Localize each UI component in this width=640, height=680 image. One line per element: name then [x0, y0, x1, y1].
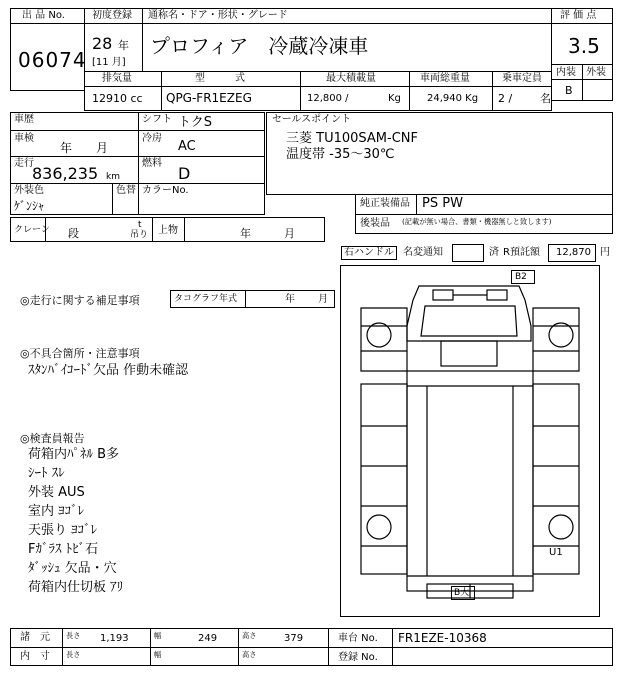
color-code-label: カラーNo.: [142, 185, 189, 196]
inspector-item: 外装 AUS: [28, 485, 85, 500]
max-load-label: 最大積載量: [326, 73, 376, 84]
upper-year: 年: [240, 227, 251, 240]
max-load-unit: Kg: [388, 93, 401, 104]
aftermarket-note: (記載が無い場合、書類・機器無しと致します): [402, 218, 552, 227]
shift-value: トクS: [178, 115, 212, 130]
tacho-month: 月: [318, 294, 328, 305]
recycle-amount: 12,870: [556, 247, 591, 258]
upper-label: 上物: [158, 225, 178, 236]
reg-month: [11 月]: [92, 57, 126, 68]
crane-hang: 吊り: [130, 230, 149, 240]
equip-label: 純正装備品: [360, 198, 410, 209]
defects-text: ｽﾀﾝﾊﾞｲｺｰﾄﾞ欠品 作動未確認: [28, 363, 189, 378]
width-value: 249: [198, 633, 218, 644]
inspector-item: 室内 ﾖｺﾞﾚ: [28, 504, 85, 519]
sales-line-1: 三菱 TU100SAM-CNF: [286, 131, 418, 146]
equip-value: PS PW: [422, 196, 463, 211]
inspector-item: ｼｰﾄ ｽﾚ: [28, 466, 65, 481]
ext-color-value: ｹﾞﾝｼｬ: [14, 199, 45, 213]
notice-box: [452, 244, 484, 262]
type-label: 型 式: [195, 73, 245, 84]
grade-label: 評 価 点: [560, 10, 597, 21]
notice-label: 名変通知: [403, 247, 443, 258]
mileage-value: 836,235: [32, 164, 99, 183]
recycle-label: R預託額: [503, 247, 540, 258]
crane-stage: 段: [68, 227, 79, 240]
ryo-mark: 済: [489, 247, 499, 258]
height-label: 高さ: [242, 632, 257, 641]
model-name: プロフィア 冷蔵冷凍車: [150, 34, 369, 58]
capacity-unit: 名: [540, 92, 551, 105]
upper-month: 月: [284, 227, 295, 240]
dims-label: 諸 元: [20, 632, 50, 643]
color-no-label: 色替: [116, 185, 136, 196]
tacho-year: 年: [285, 294, 295, 305]
defects-label: ◎不具合箇所・注意事項: [20, 347, 140, 360]
shift-label: シフト: [142, 114, 172, 125]
inspector-item: 天張り ﾖｺﾞﾚ: [28, 523, 98, 538]
inner-dims-label: 内 寸: [20, 651, 50, 662]
height-value: 379: [284, 633, 304, 644]
inspector-item: ﾀﾞｯｼｭ 欠品・穴: [28, 561, 117, 576]
spec-row: [84, 71, 552, 111]
capacity-label: 乗車定員: [502, 73, 542, 84]
displacement: 12910 cc: [92, 92, 143, 105]
interior-grade: B: [565, 84, 573, 97]
ext-color-label: 外装色: [14, 185, 44, 196]
fuel-label: 燃料: [142, 158, 162, 169]
inspector-label: ◎検査員報告: [20, 432, 85, 445]
sales-label: セールスポイント: [272, 114, 352, 125]
handle-value: 右ハンドル: [344, 247, 394, 258]
inner-height-label: 高さ: [242, 651, 257, 660]
inner-length-label: 長さ: [66, 651, 81, 660]
lot-number: 06074: [18, 48, 87, 72]
inspector-item: Fｶﾞﾗｽ ﾄﾋﾞ石: [28, 542, 99, 557]
model-label: 通称名・ドア・形状・グレード: [148, 10, 288, 21]
reg-year: 28: [92, 34, 113, 53]
inspector-item: 荷箱内仕切板 ｱﾘ: [28, 580, 124, 595]
inner-width-label: 幅: [154, 651, 162, 660]
history-label: 車歴: [14, 114, 34, 125]
length-value: 1,193: [100, 633, 129, 644]
reg-label: 初度登録: [92, 10, 132, 21]
chassis-value: FR1EZE-10368: [398, 631, 487, 645]
mileage-label: 走行: [14, 158, 34, 169]
crane-label: クレーン: [14, 225, 50, 235]
mark-b2-box: [511, 270, 535, 284]
inspector-item: 荷箱内ﾊﾟﾈﾙ B多: [28, 447, 120, 462]
mileage-unit: km: [106, 172, 120, 182]
crane-ton: t: [138, 220, 142, 230]
grade-value: 3.5: [568, 34, 600, 58]
sales-line-2: 温度帯 -35～30℃: [286, 147, 395, 162]
exterior-label: 外装: [586, 67, 606, 78]
reg-year-unit: 年: [118, 39, 129, 52]
interior-label: 内装: [556, 67, 576, 78]
chassis-label: 車台 No.: [338, 633, 378, 644]
inspection-label: 車検: [14, 133, 34, 144]
capacity: 2 /: [498, 92, 513, 105]
reg-no-label: 登録 No.: [338, 652, 378, 663]
displacement-label: 排気量: [102, 73, 132, 84]
mark-u1: U1: [549, 547, 563, 558]
cooling-label: 冷房: [142, 133, 162, 144]
mark-b2: B2: [515, 272, 527, 282]
aftermarket-label: 後装品: [360, 218, 390, 229]
max-load: 12,800 /: [307, 93, 349, 104]
width-label: 幅: [154, 632, 162, 641]
damage-diagram: [340, 265, 600, 617]
length-label: 長さ: [66, 632, 81, 641]
gross-weight: 24,940 Kg: [427, 93, 479, 104]
mark-b-large-box: [451, 586, 475, 600]
mark-b-large: B大: [454, 588, 470, 598]
inspection-month-unit: 月: [96, 141, 109, 155]
truck-outline-svg: [341, 266, 599, 616]
inspection-year-unit: 年: [60, 141, 73, 155]
tacho-label: タコグラフ年式: [174, 294, 238, 304]
gross-weight-label: 車両総重量: [420, 73, 470, 84]
fuel-value: D: [178, 164, 191, 183]
driving-notes-label: ◎走行に関する補足事項: [20, 294, 140, 307]
vehicle-type: QPG-FR1EZEG: [166, 91, 252, 105]
cooling-value: AC: [178, 139, 196, 154]
recycle-unit: 円: [600, 247, 610, 258]
lot-label: 出 品 No.: [22, 10, 65, 21]
